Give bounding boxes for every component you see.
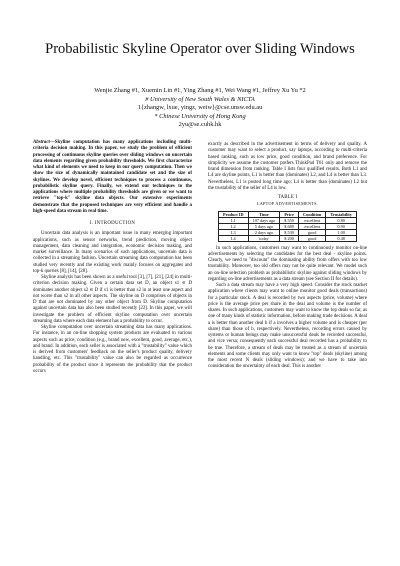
emails-1: 1{zhangw, lxue, yingz, weiw}@cse.unsw.edu.au [137, 104, 263, 112]
paper-title: Probabilistic Skyline Operator over Sliding Windows [45, 41, 355, 57]
table-subcaption: LAPTOP ADVERTISEMENTS. [256, 201, 319, 207]
right-paragraph-2: In such applications, customers may want to continuously monitor on-line advertisements by selecting the candidates for the best deal - skyline points. Clearly, we need to "discount" the dominating ability from offers with too low trustability. Moreover, too old offers may not be quite relevant. We model such an on-line selection problem as probabilistic skyline against sliding windows by regarding on-line advertisements as a data stream (see Section II for details). [208, 245, 367, 282]
table-cell: $ 680 [280, 223, 299, 229]
emails-2: 2yu@se.cuhk.hk [178, 121, 222, 129]
table-cell: $ 530 [280, 229, 299, 235]
table-cell: excellent [298, 217, 325, 223]
table-caption: TABLE I [277, 195, 298, 200]
table-header-cell: Product ID [219, 211, 249, 217]
abstract-body: —Skyline computation has many applications including multi-criteria decision making. In this paper, we study the problem of efficient processing of continuous skyline queries over sliding windows on uncertain data elements regarding given probability thresholds. We first characterize what kind of elements we need to keep in our query computation. Then we show the size of dynamically maintained candidate set and the size of skylines. We develop novel, efficient techniques to process a continuous, probabilistic skyline query. Finally, we extend our techniques to the applications where multiple probability thresholds are given or we want to retrieve "top-k" skyline data objects. Our extensive experiments demonstrate that the proposed techniques are very efficient and handle a high-speed data stream in real time. [33, 140, 192, 214]
table-cell: good [298, 229, 325, 235]
table-cell: L1 [219, 217, 249, 223]
section-heading-introduction: I. INTRODUCTION [89, 221, 136, 226]
table-header-cell: Condition [298, 211, 325, 217]
table-cell: L3 [219, 229, 249, 235]
table-cell: good [298, 235, 325, 241]
intro-paragraph-2: Skyline analysis has been shown as a useful tool [3], [7], [21], [24] in multi-criterion decision making. Given a certain data set D, an object s1 ∈ D dominates another object s2 ∈ D if s1 is better than s2 in at least one aspect and not worse than s2 in all other aspects. The skyline on D comprises of objects in D that are not dominated by any other object from D. Skyline computation against uncertain data has also been studied recently [22]. In this paper, we will investigate the problem of efficient skyline computation over uncertain streaming data where each data element has a probability to occur. [33, 275, 192, 324]
table-cell: 0.48 [326, 235, 357, 241]
author-list: Wenjie Zhang #1, Xuemin Lin #1, Ying Zhang #1, Wei Wang #1, Jeffrey Xu Yu *2 [94, 87, 306, 94]
table-cell: 0.80 [326, 217, 357, 223]
table-cell: L4 [219, 235, 249, 241]
author-block [30, 87, 370, 130]
intro-paragraph-3: Skyline computation over uncertain streaming data has many applications. For instance, in an on-line shopping system products are evaluated in various aspects such as price, condition (e.g., brand new, excellent, good, average, etc.), and brand. In addition, each seller is associated with a "trustability" value which is derived from customers' feedback on the seller's product quality, delivery handling, etc. This "trustability" value can also be regarded as occurrence probability of the product since it represents the probability that the product occurs [33, 325, 192, 374]
table-cell: $ 200 [280, 235, 299, 241]
table-header-row [219, 211, 357, 217]
table-header-cell: Trustability [326, 211, 357, 217]
right-paragraph-1: exactly as described in the advertisement in terms of delivery and quality. A customer may want to select a product, say laptops, according to multi-criteria based ranking, such as low price, good condition, and brand preference. For simplicity we assume the customer prefers ThinkPad T61 only and remove the brand dimension from ranking. Table I lists four qualified results. Both L1 and L4 are skyline points, L1 is better than (dominates) L2, and L4 is better than L3. Nevertheless, L1 is posted long time ago; L4 is better than (dominates) L2 but the trustability of the seller of L4 is low. [208, 142, 367, 191]
table-cell: $ 550 [280, 217, 299, 223]
right-paragraph-3: Such a data stream may have a very high speed. Consider the stock market application where clients may want to online monitor good deals (transactions) for a particular stock. A deal is recorded by two aspects (price, volume) where price is the average price per share in the deal and volume is the number of shares. In such applications, customers may want to know the top deals so far, as one of many kinds of statistic information, before making trade decisions. A deal a is better than another deal b if a involves a higher volume and is cheaper (per share) than those of b, respectively. Nevertheless, recording errors caused by systems or human beings may make unsuccessful deals be recorded successful, and vice versa; consequently each successful deal recorded has a probability to be true. Therefore, a stream of deals may be treated as a stream of uncertain elements and some clients may only want to know "top" deals (skyline) among the most recent N deals (sliding windows); and we have to take into consideration the uncertainty of each deal. This is another [208, 283, 367, 370]
intro-paragraph-1: Uncertain data analysis is an important issue in many emerging important applications, such as sensor networks, trend prediction, moving object management, data cleaning and integration, economic decision making, and market surveillance. In many scenarios of such applications, uncertain data is collected in a streaming fashion. Uncertain streaming data computation has been studied very recently and the existing work mainly focuses on aggregates and top-k queries [8], [14], [28]. [33, 231, 192, 274]
table-cell: 5 days ago [248, 223, 280, 229]
table-cell: 107 days ago [248, 217, 280, 223]
table-cell: today [248, 235, 280, 241]
affiliation-2: * Chinese University of Hong Kong [154, 112, 246, 120]
table-header-cell: Price [280, 211, 299, 217]
right-column [208, 142, 367, 371]
table-cell: excellent [298, 223, 325, 229]
table-cell: 0.90 [326, 223, 357, 229]
abstract-lead: Abstract [33, 140, 50, 145]
table-cell: 2 days ago [248, 229, 280, 235]
laptop-table [218, 211, 357, 242]
abstract [33, 140, 192, 215]
table-header-cell: Time [248, 211, 280, 217]
affiliation-1: # University of New South Wales & NICTA [145, 95, 255, 103]
table-row [219, 235, 357, 241]
table-cell: L2 [219, 223, 249, 229]
left-column [33, 140, 192, 375]
table-cell: 1.00 [326, 229, 357, 235]
